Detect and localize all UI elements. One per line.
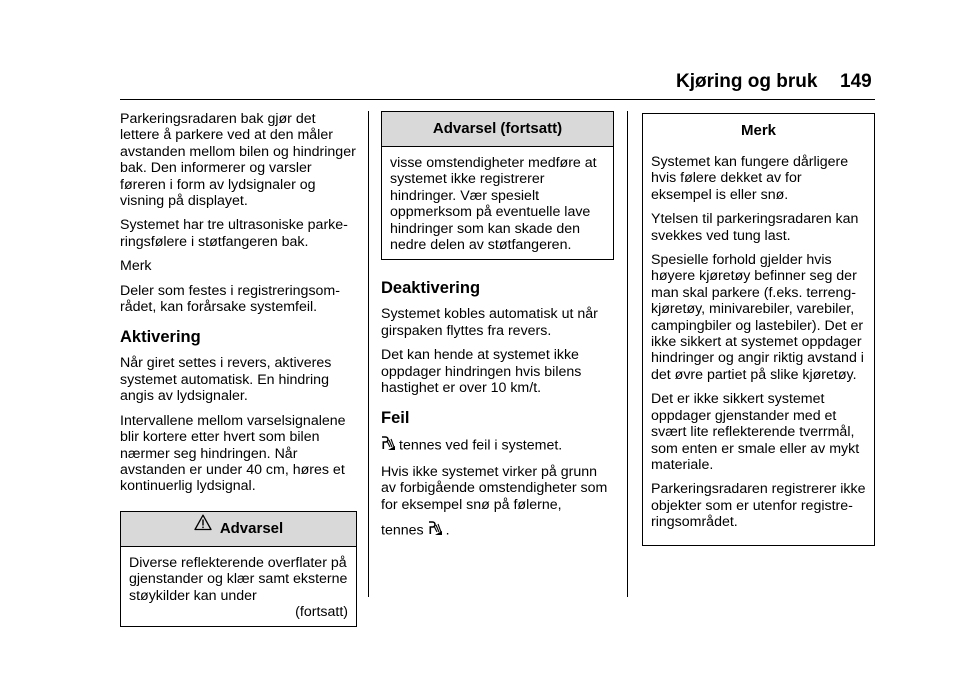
activation-paragraph-2: Intervallene mellom varselsignalene blir kortere etter hvert som bilen nærmer seg hindringen. Når avstanden er under 40 cm, høres et kontinuerlig lydsignal. (120, 412, 346, 495)
page-section-title: Kjøring og bruk (676, 71, 818, 92)
column-1 (120, 111, 357, 627)
deactivation-paragraph-1: Systemet kobles automatisk ut når girspaken flyttes fra revers. (381, 306, 598, 339)
parking-sensor-icon (428, 521, 443, 540)
warning-box (120, 511, 357, 628)
note-paragraph-5: Parkeringsradaren registrerer ikke objekter som er utenfor registreringsområdet. (651, 481, 866, 531)
deactivation-heading: Deaktivering (381, 279, 481, 298)
activation-heading: Aktivering (120, 328, 201, 347)
note-text: Deler som festes i registreringsområdet, kan forårsake systemfeil. (120, 282, 340, 316)
warning-box-body (121, 547, 356, 627)
header-divider (120, 99, 875, 100)
fault-text-1: tennes ved feil i systemet. (399, 437, 563, 454)
note-paragraph-1: Systemet kan fungere dårligere hvis følere dekket av for eksempel is eller snø. (651, 154, 849, 203)
deactivation-paragraph-2: Det kan hende at systemet ikke oppdager hindringen hvis bilens hastighet er over 10 km/t. (381, 347, 582, 397)
warning-continued-text: visse omstendigheter medføre at systemet ikke registrerer hindringer. Vær spesielt oppmerksom på eventuelle lave hindringer som kan skade den nedre delen av støtfangeren. (390, 155, 597, 254)
column-divider-2 (627, 111, 628, 597)
note-box-body (643, 148, 874, 545)
page-number: 149 (840, 71, 872, 92)
warning-box-title: Advarsel (219, 519, 284, 537)
parking-sensor-icon (381, 436, 396, 455)
note-box-title: Merk (643, 114, 874, 148)
note-label: Merk (120, 258, 152, 275)
note-paragraph-3: Spesielle forhold gjelder hvis høyere kjøretøy befinner seg der man skal parkere (f.eks. terrengkjøretøy, minivarebiler, varebiler, campingbiler og lastebiler). Det er ikke sikkert at systemet oppdager hindringer og angir riktig avstand i det øvre partiet på slike kjøretøy. (651, 252, 864, 383)
fault-paragraph-1 (381, 436, 614, 455)
column-3 (642, 113, 875, 546)
fault-paragraph-2: Hvis ikke systemet virker på grunn av forbigående omstendigheter som for eksempel snø på følerne, (381, 463, 608, 513)
intro-paragraph-1: Parkeringsradaren bak gjør det lettere å parkere ved at den måler avstanden mellom bilen og hindringer bak. Den informerer og varsler føreren i form av lydsignaler og visning på displayet. (120, 111, 356, 210)
warning-box-text: Diverse reflekterende overflater på gjenstander og klær samt eksterne støykilder kan under (129, 554, 348, 604)
note-paragraph-2: Ytelsen til parkeringsradaren kan svekkes ved tung last. (651, 211, 859, 244)
fault-text-3: tennes (381, 522, 424, 539)
note-box (642, 113, 875, 546)
fault-text-3-end: . (445, 522, 450, 539)
warning-continued-body (382, 147, 613, 259)
intro-paragraph-2: Systemet har tre ultrasoniske parkeringsfølere i støtfangeren bak. (120, 217, 348, 250)
note-paragraph-4: Det er ikke sikkert systemet oppdager gjenstander med et svært lite reflekterende tverrmål, som enten er smale eller av mykt materiale. (651, 391, 860, 473)
warning-triangle-icon (194, 510, 212, 544)
warning-continued-box (381, 111, 614, 260)
continued-label: (fortsatt) (295, 603, 348, 620)
activation-paragraph-1: Når giret settes i revers, aktiveres systemet automatisk. En hindring angis av lydsignaler. (120, 355, 332, 405)
fault-heading: Feil (381, 409, 410, 428)
column-2 (381, 111, 614, 549)
column-divider-1 (368, 111, 369, 597)
warning-box-header (121, 512, 356, 547)
warning-continued-header: Advarsel (fortsatt) (382, 112, 613, 147)
fault-paragraph-3 (381, 521, 614, 540)
